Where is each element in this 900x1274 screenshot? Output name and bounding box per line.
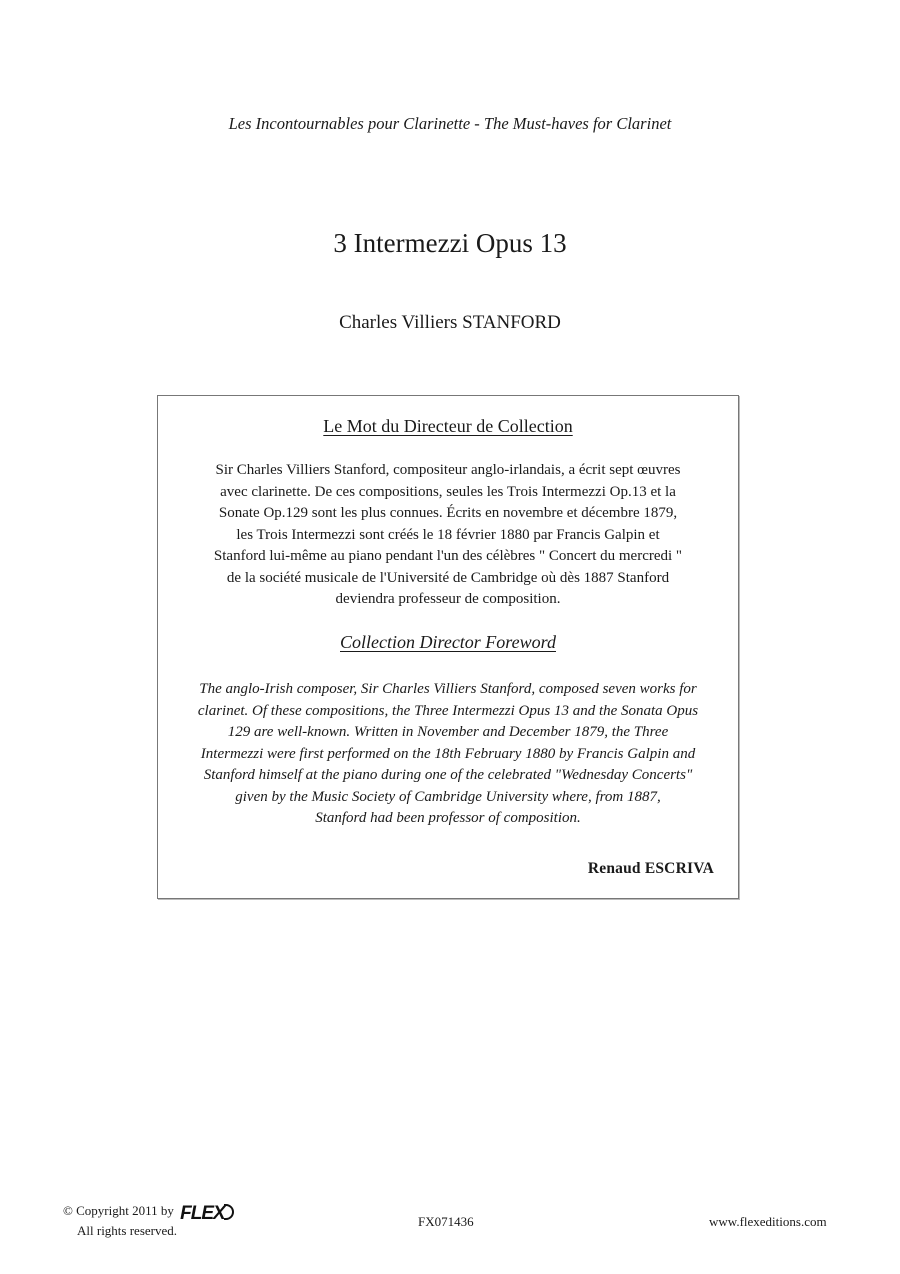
foreword-en-line: given by the Music Society of Cambridge University where, from 1887,: [235, 788, 661, 805]
foreword-fr-line: Sir Charles Villiers Stanford, compositeur anglo-irlandais, a écrit sept œuvres: [215, 462, 681, 478]
foreword-text-en: [158, 679, 738, 830]
logo-swoosh-icon: [224, 1204, 234, 1220]
website-url: www.flexeditions.com: [709, 1214, 827, 1229]
catalog-number: FX071436: [418, 1214, 474, 1229]
foreword-box: [157, 395, 739, 899]
foreword-fr-line: Stanford lui-même au piano pendant l'un des célèbres " Concert du mercredi ": [213, 548, 683, 564]
flex-logo-icon: [180, 1204, 234, 1222]
signature: Renaud ESCRIVA: [587, 860, 714, 877]
copyright-line1: © Copyright 2011 by: [63, 1203, 174, 1218]
foreword-fr-line: les Trois Intermezzi sont créés le 18 février 1880 par Francis Galpin et: [236, 526, 660, 543]
copyright-line2: All rights reserved.: [77, 1223, 178, 1238]
page-title: 3 Intermezzi Opus 13: [333, 228, 567, 258]
logo-text: FLEX: [180, 1203, 225, 1224]
copyright-notice: [63, 1202, 234, 1239]
foreword-en-line: 129 are well-known. Written in November and December 1879, the Three: [227, 724, 669, 740]
foreword-fr-line: Sonate Op.129 sont les plus connues. Écrits en novembre et décembre 1879,: [218, 505, 678, 521]
foreword-heading-fr: Le Mot du Directeur de Collection: [323, 416, 573, 436]
foreword-heading-en: Collection Director Foreword: [340, 632, 556, 652]
foreword-en-line: clarinet. Of these compositions, the Three Intermezzi Opus 13 and the Sonata Opus: [197, 702, 699, 719]
foreword-fr-line: deviendra professeur de composition.: [335, 591, 561, 607]
foreword-en-line: The anglo-Irish composer, Sir Charles Villiers Stanford, composed seven works for: [199, 681, 697, 697]
foreword-en-line: Stanford himself at the piano during one of the celebrated "Wednesday Concerts": [203, 767, 693, 783]
foreword-fr-line: de la société musicale de l'Université de Cambridge où dès 1887 Stanford: [226, 569, 670, 586]
foreword-en-line: Stanford had been professor of composition.: [315, 810, 581, 826]
foreword-en-line: Intermezzi were first performed on the 18th February 1880 by Francis Galpin and: [200, 745, 696, 762]
series-title: Les Incontournables pour Clarinette - The Must-haves for Clarinet: [228, 114, 672, 133]
foreword-text-fr: [158, 460, 738, 611]
foreword-fr-line: avec clarinette. De ces compositions, seules les Trois Intermezzi Op.13 et la: [220, 483, 676, 500]
composer-name: Charles Villiers STANFORD: [339, 312, 561, 333]
